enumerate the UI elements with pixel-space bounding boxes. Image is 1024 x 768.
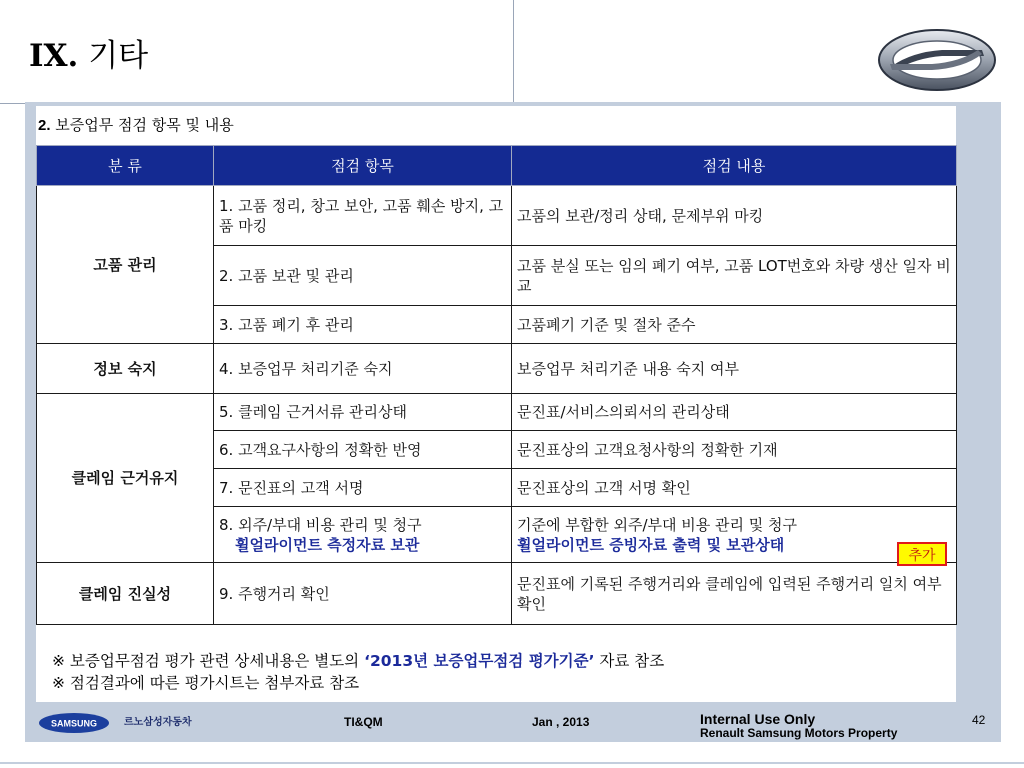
- item-cell: [214, 507, 512, 563]
- notes: [52, 650, 664, 694]
- table-row: [37, 563, 957, 625]
- category-cell: 정보 숙지: [37, 344, 214, 394]
- content-text: 기준에 부합한 외주/부대 비용 관리 및 청구: [517, 515, 797, 534]
- item-cell: 7. 문진표의 고객 서명: [214, 469, 512, 507]
- title-prefix: IX.: [29, 38, 79, 74]
- item-cell: 5. 클레임 근거서류 관리상태: [214, 394, 512, 431]
- category-cell: 고품 관리: [37, 186, 214, 344]
- samsung-logo-icon: [38, 712, 110, 734]
- note-1-pre: ※ 보증업무점검 평가 관련 상세내용은 별도의: [52, 652, 365, 670]
- table-row: [37, 344, 957, 394]
- bottom-divider: [0, 762, 1024, 764]
- internal-use-label: Internal Use Only: [700, 711, 816, 727]
- added-badge: 추가: [897, 542, 947, 566]
- samsung-logo-text: SAMSUNG: [50, 718, 98, 729]
- renault-samsung-logo-icon: [872, 20, 1002, 100]
- category-cell: 클레임 근거유지: [37, 394, 214, 563]
- content-cell: 문진표상의 고객요청사항의 정확한 기재: [512, 431, 957, 469]
- content-cell: 고품폐기 기준 및 절차 준수: [512, 306, 957, 344]
- footer-confidentiality: [700, 712, 897, 740]
- property-label: Renault Samsung Motors Property: [700, 726, 898, 740]
- content-cell: 문진표상의 고객 서명 확인: [512, 469, 957, 507]
- inspection-table: [36, 145, 957, 625]
- note-line-1: [52, 650, 664, 672]
- category-cell: 클레임 진실성: [37, 563, 214, 625]
- item-cell: 6. 고객요구사항의 정확한 반영: [214, 431, 512, 469]
- table-row: [37, 394, 957, 431]
- item-cell: 4. 보증업무 처리기준 숙지: [214, 344, 512, 394]
- note-1-post: 자료 참조: [594, 652, 665, 670]
- header-item: 점검 항목: [214, 146, 512, 186]
- item-cell: 9. 주행거리 확인: [214, 563, 512, 625]
- section-subtitle: [38, 114, 234, 135]
- rsm-name: 르노삼성자동차: [124, 717, 192, 728]
- page-number: 42: [972, 713, 986, 727]
- note-1-reference: ‘2013년 보증업무점검 평가기준’: [364, 652, 595, 670]
- header-content: 점검 내용: [512, 146, 957, 186]
- item-cell: 1. 고품 정리, 창고 보안, 고품 훼손 방지, 고품 마킹: [214, 186, 512, 246]
- content-cell: 문진표/서비스의뢰서의 관리상태: [512, 394, 957, 431]
- item-highlight: 휠얼라이먼트 측정자료 보관: [235, 535, 420, 554]
- title-text: 기타: [88, 38, 149, 74]
- content-cell: 고품의 보관/정리 상태, 문제부위 마킹: [512, 186, 957, 246]
- content-highlight: 휠얼라이먼트 증빙자료 출력 및 보관상태: [517, 535, 785, 554]
- subtitle-text: 보증업무 점검 항목 및 내용: [55, 116, 234, 134]
- content-cell: 문진표에 기록된 주행거리와 클레임에 입력된 주행거리 일치 여부 확인: [512, 563, 957, 625]
- footer-department: TI&QM: [344, 715, 383, 729]
- content-cell: 보증업무 처리기준 내용 숙지 여부: [512, 344, 957, 394]
- table-row: [37, 186, 957, 246]
- header-category: 분 류: [37, 146, 214, 186]
- footer-date: Jan , 2013: [532, 715, 590, 729]
- title-box: [0, 0, 514, 104]
- subtitle-number: 2.: [38, 117, 51, 134]
- content-cell: [512, 507, 957, 563]
- content-cell: 고품 분실 또는 임의 폐기 여부, 고품 LOT번호와 차량 생산 일자 비교: [512, 246, 957, 306]
- item-text: 8. 외주/부대 비용 관리 및 청구: [219, 515, 422, 534]
- item-cell: 2. 고품 보관 및 관리: [214, 246, 512, 306]
- table-header-row: [37, 146, 957, 186]
- note-line-2: ※ 점검결과에 따른 평가시트는 첨부자료 참조: [52, 674, 360, 692]
- page-title: [29, 39, 148, 73]
- item-cell: 3. 고품 폐기 후 관리: [214, 306, 512, 344]
